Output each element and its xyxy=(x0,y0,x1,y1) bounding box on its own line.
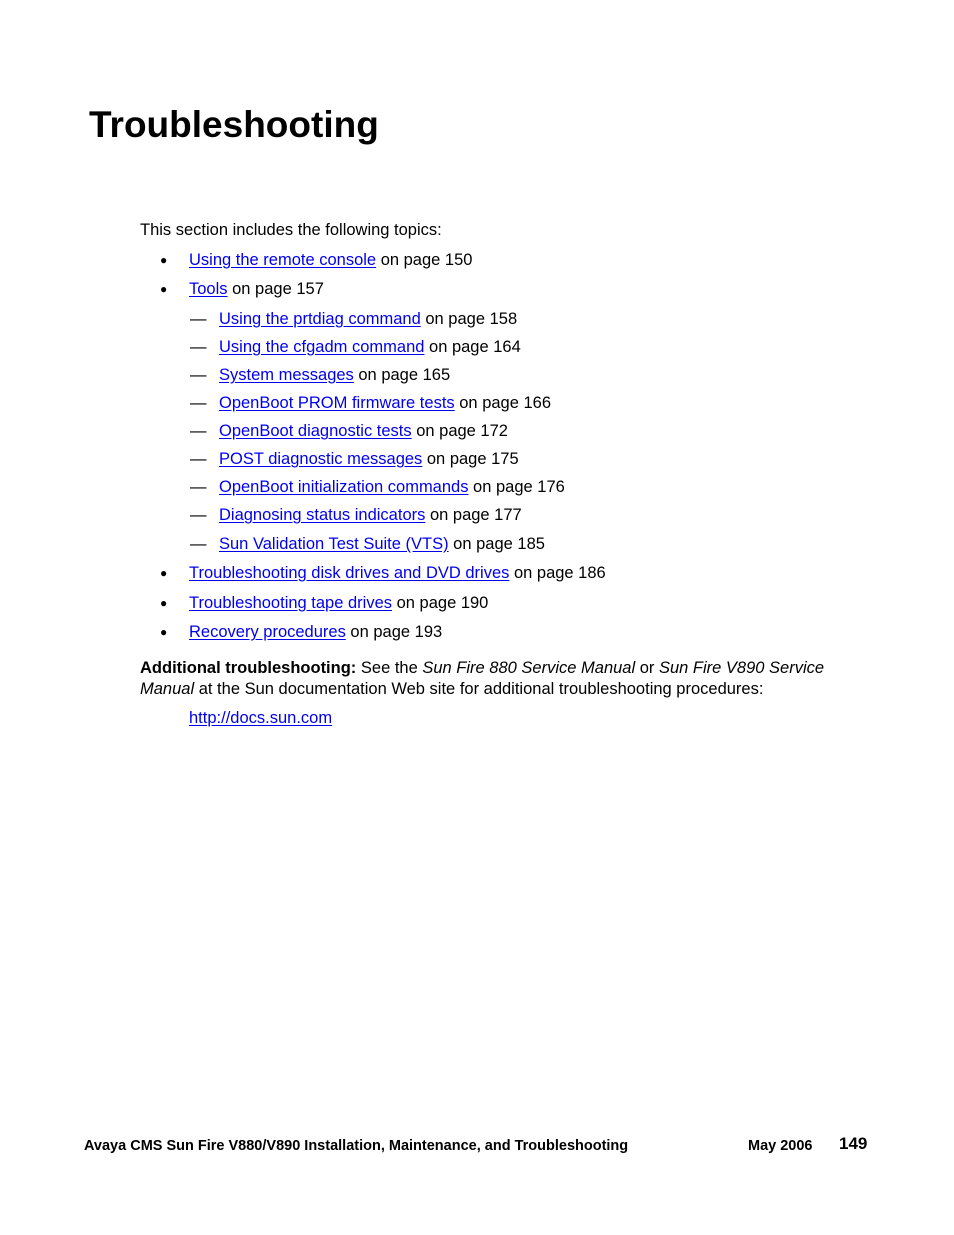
topic-page-ref: on page 177 xyxy=(425,506,522,524)
topic-page-ref: on page 165 xyxy=(353,366,451,384)
topic-link[interactable]: Recovery procedures xyxy=(189,623,346,641)
bullet-icon: ● xyxy=(160,566,168,580)
additional-text-1: See the xyxy=(356,659,423,677)
topic-item xyxy=(160,279,324,299)
additional-label: Additional troubleshooting: xyxy=(140,659,357,677)
topic-page-ref: on page 186 xyxy=(509,564,606,582)
topic-link[interactable]: OpenBoot diagnostic tests xyxy=(219,422,412,440)
manual-title-880: Sun Fire 880 Service Manual xyxy=(422,659,636,677)
topic-item xyxy=(160,622,442,642)
topic-item xyxy=(190,365,450,385)
dash-icon: — xyxy=(190,394,207,412)
dash-icon: — xyxy=(190,422,207,440)
dash-icon: — xyxy=(190,535,207,553)
topic-link[interactable]: Troubleshooting tape drives xyxy=(189,594,393,612)
topic-page-ref: on page 193 xyxy=(345,623,443,641)
topic-link[interactable]: Tools xyxy=(189,280,228,298)
footer-date: May 2006 xyxy=(748,1138,813,1154)
topic-link[interactable]: POST diagnostic messages xyxy=(219,450,423,468)
topic-link[interactable]: OpenBoot PROM firmware tests xyxy=(219,394,455,412)
dash-icon: — xyxy=(190,366,207,384)
topic-page-ref: on page 158 xyxy=(420,310,518,328)
topic-link[interactable]: Diagnosing status indicators xyxy=(219,506,426,524)
topic-item xyxy=(190,421,508,441)
topic-item xyxy=(190,337,521,357)
additional-text-3: at the Sun documentation Web site for additional troubleshooting procedures: xyxy=(194,680,764,698)
bullet-icon: ● xyxy=(160,596,168,610)
manual-title-v890: Sun Fire V890 Service Manual xyxy=(140,659,825,698)
topic-link[interactable]: System messages xyxy=(219,366,354,384)
topic-page-ref: on page 175 xyxy=(422,450,519,468)
dash-icon: — xyxy=(190,478,207,496)
additional-troubleshooting-paragraph xyxy=(140,658,860,700)
topic-page-ref: on page 150 xyxy=(376,251,473,269)
topic-item xyxy=(190,449,519,469)
topic-page-ref: on page 190 xyxy=(392,594,489,612)
topic-item xyxy=(190,534,545,554)
topic-item xyxy=(190,505,522,525)
bullet-icon: ● xyxy=(160,282,168,296)
topic-item xyxy=(190,309,517,329)
bullet-icon: ● xyxy=(160,625,168,639)
topic-page-ref: on page 166 xyxy=(454,394,552,412)
topic-page-ref: on page 172 xyxy=(411,422,508,440)
dash-icon: — xyxy=(190,506,207,524)
topic-link[interactable]: Using the prtdiag command xyxy=(219,310,421,328)
topic-link[interactable]: OpenBoot initialization commands xyxy=(219,478,469,496)
dash-icon: — xyxy=(190,338,207,356)
topic-link[interactable]: Using the remote console xyxy=(189,251,377,269)
topic-item xyxy=(190,393,551,413)
intro-text: This section includes the following topics: xyxy=(140,221,442,239)
page-number: 149 xyxy=(839,1134,868,1153)
additional-text-2: or xyxy=(635,659,659,677)
topic-page-ref: on page 176 xyxy=(468,478,565,496)
footer-document-title: Avaya CMS Sun Fire V880/V890 Installation, Maintenance, and Troubleshooting xyxy=(84,1138,629,1154)
topic-item xyxy=(160,563,606,583)
dash-icon: — xyxy=(190,450,207,468)
topic-link[interactable]: Sun Validation Test Suite (VTS) xyxy=(219,535,449,553)
topic-link[interactable]: Troubleshooting disk drives and DVD drives xyxy=(189,564,510,582)
topic-item xyxy=(160,250,472,270)
topic-item xyxy=(190,477,565,497)
dash-icon: — xyxy=(190,310,207,328)
topic-page-ref: on page 157 xyxy=(227,280,324,298)
bullet-icon: ● xyxy=(160,253,168,267)
topic-link[interactable]: Using the cfgadm command xyxy=(219,338,425,356)
topic-item xyxy=(160,593,488,613)
topic-page-ref: on page 185 xyxy=(448,535,545,553)
topic-page-ref: on page 164 xyxy=(424,338,521,356)
docs-url-link[interactable]: http://docs.sun.com xyxy=(189,709,333,727)
page-title: Troubleshooting xyxy=(89,104,379,145)
